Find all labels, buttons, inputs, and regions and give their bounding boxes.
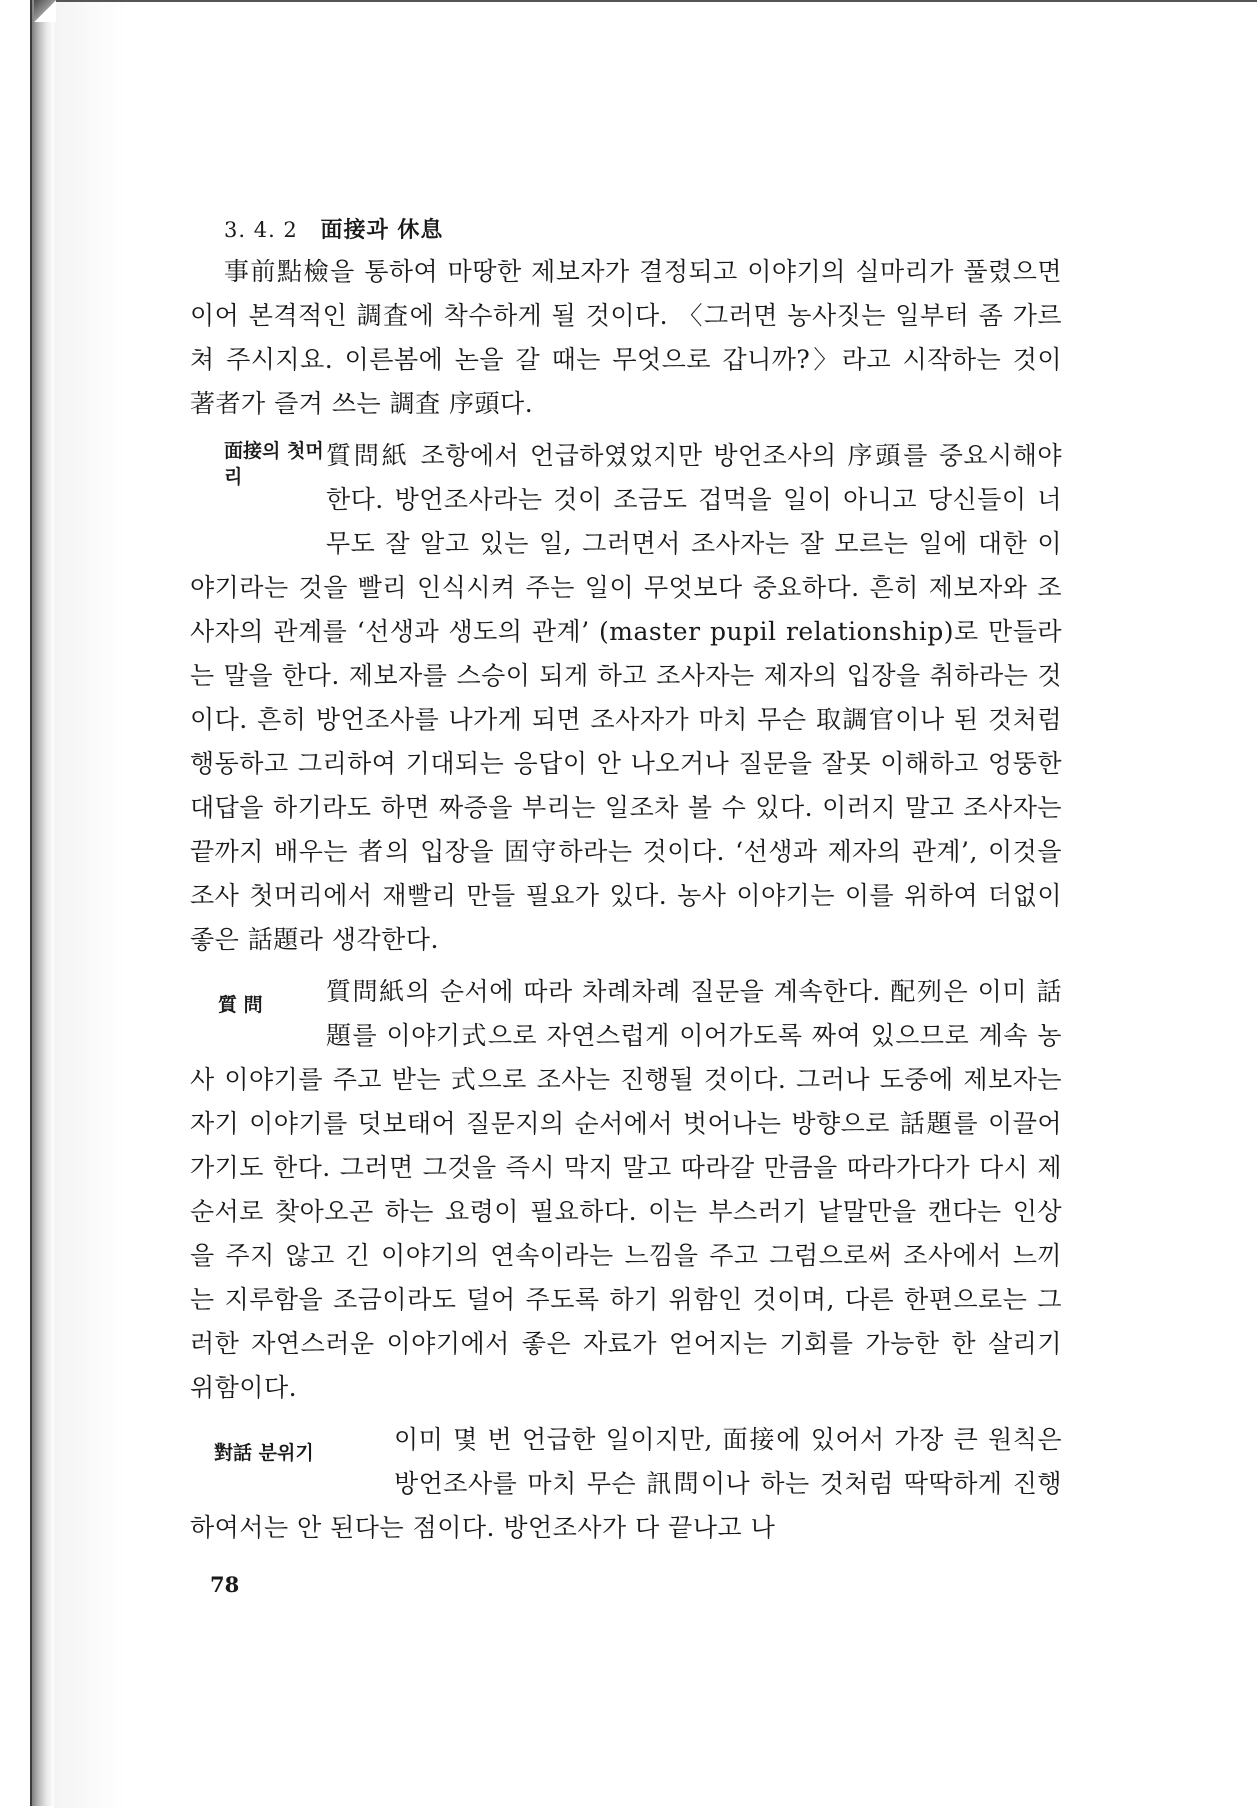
- opening-paragraph: 質問紙 조항에서 언급하였었지만 방언조사의 序頭를 중요시해야 한다. 방언조사라는 것이 조금도 겁먹을 일이 아니고 당신들이 너무도 잘 알고 있는 일, 그러면서 조사자는 잘 모르는 일에 대한 이야기라는 것을 빨리 인식시켜 주는 일이 무엇보다 중요하다. 흔히 제보자와 조사자의 관계를 ‘선생과 생도의 관계’ (master pupil relationship)로 만들라는 말을 한다. 제보자를 스승이 되게 하고 조사자는 제자의 입장을 취하라는 것이다. 흔히 방언조사를 나가게 되면 조사자가 마치 무슨 取調官이나 된 것처럼 행동하고 그리하여 기대되는 응답이 안 나오거나 질문을 잘못 이해하고 엉뚱한 대답을 하기라도 하면 짜증을 부리는 일조차 볼 수 있다. 이러지 말고 조사자는 끝까지 배우는 者의 입장을 固守하라는 것이다. ‘선생과 제자의 관계’, 이것을 조사 첫머리에서 재빨리 만들 필요가 있다. 농사 이야기는 이를 위하여 더없이 좋은 話題라 생각한다.: [190, 441, 1062, 954]
- opening-block: [190, 434, 1062, 962]
- section-title: 面接과 休息: [320, 217, 444, 243]
- page-corner-fold: [34, 0, 56, 22]
- question-paragraph: 質問紙의 순서에 따라 차례차례 질문을 계속한다. 配列은 이미 話題를 이야기式으로 자연스럽게 이어가도록 짜여 있으므로 계속 농사 이야기를 주고 받는 式으로 조사는 진행될 것이다. 그러나 도중에 제보자는 자기 이야기를 덧보태어 질문지의 순서에서 벗어나는 방향으로 話題를 이끌어가기도 한다. 그러면 그것을 즉시 막지 말고 따라갈 만큼을 따라가다가 다시 제 순서로 찾아오곤 하는 요령이 필요하다. 이는 부스러기 낱말만을 캔다는 인상을 주지 않고 긴 이야기의 연속이라는 느낌을 주고 그럼으로써 조사에서 느끼는 지루함을 조금이라도 덜어 주도록 하기 위함인 것이며, 다른 한편으로는 그러한 자연스러운 이야기에서 좋은 자료가 얻어지는 기회를 가능한 한 살리기 위함이다.: [190, 977, 1062, 1402]
- page-number: 78: [210, 1572, 240, 1597]
- page-content: [190, 210, 1062, 1550]
- book-spine: [30, 0, 54, 1806]
- margin-label-question: 質 問: [218, 994, 263, 1016]
- margin-label-dialogue: 對話 분위기: [214, 1442, 314, 1464]
- intro-paragraph: 事前點檢을 통하여 마땅한 제보자가 결정되고 이야기의 실마리가 풀렸으면 이어 본격적인 調査에 착수하게 될 것이다. 〈그러면 농사짓는 일부터 좀 가르쳐 주시지요. 이른봄에 논을 갈 때는 무엇으로 갑니까?〉라고 시작하는 것이 著者가 즐겨 쓰는 調査 序頭다.: [190, 257, 1062, 418]
- section-number: 3. 4. 2: [224, 218, 298, 242]
- question-block: [190, 970, 1062, 1410]
- dialogue-block: [190, 1418, 1062, 1550]
- dialogue-paragraph: 이미 몇 번 언급한 일이지만, 面接에 있어서 가장 큰 원칙은 방언조사를 마치 무슨 訊問이나 하는 것처럼 딱딱하게 진행하여서는 안 된다는 점이다. 방언조사가 다 끝나고 나: [190, 1425, 1062, 1542]
- margin-label-opening: 面接의 첫머리: [224, 440, 324, 488]
- spine-edge-line: [30, 0, 32, 1806]
- section-heading: [224, 210, 1062, 250]
